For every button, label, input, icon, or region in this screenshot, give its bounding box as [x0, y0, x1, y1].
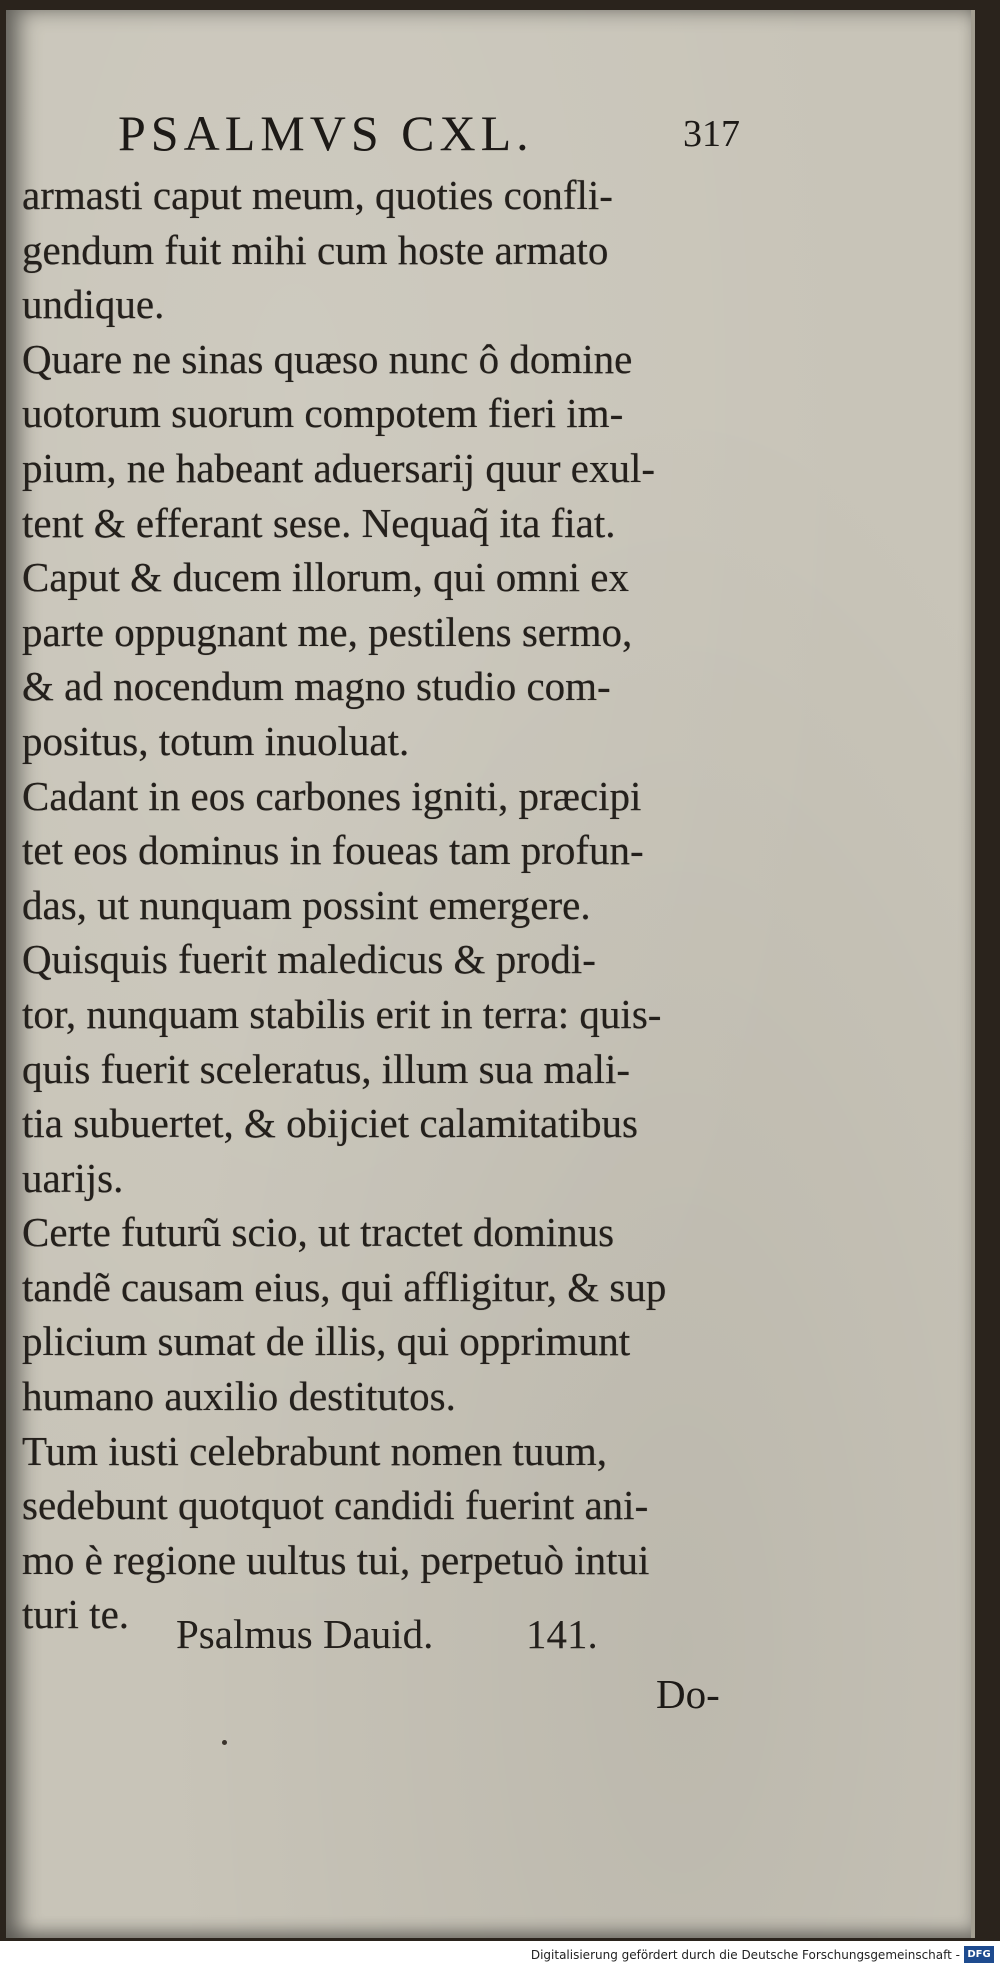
text-line: Quare ne sinas quæso nunc ô domine: [22, 335, 633, 382]
page-header: [118, 104, 738, 174]
text-line: quis fuerit sceleratus, illum sua mali-: [22, 1045, 631, 1092]
psalm-heading: [176, 1610, 636, 1670]
text-line: mo è regione uultus tui, perpetuò intui: [22, 1536, 650, 1583]
text-line: Tum iusti celebrabunt nomen tuum,: [22, 1427, 607, 1474]
ink-speck: [222, 1740, 227, 1745]
text-line: turi te.: [22, 1591, 130, 1638]
text-line: & ad nocendum magno studio com-: [22, 663, 611, 710]
text-line: Caput & ducem illorum, qui omni ex: [22, 554, 629, 601]
text-line: parte oppugnant me, pestilens sermo,: [22, 608, 633, 655]
text-line: uotorum suorum compotem fieri im-: [22, 390, 624, 437]
text-line: Cadant in eos carbones igniti, præcipi: [22, 772, 642, 819]
text-line: gendum fuit mihi cum hoste armato: [22, 226, 609, 273]
dfg-logo-icon: DFG: [964, 1946, 994, 1963]
text-line: undique.: [22, 281, 165, 328]
psalm-name: Psalmus Dauid.: [176, 1611, 434, 1657]
running-title: PSALMVS CXL.: [118, 105, 534, 161]
digitization-footer: [0, 1941, 1000, 1971]
text-line: Quisquis fuerit maledicus & prodi-: [22, 936, 596, 983]
text-line: Certe futurũ scio, ut tractet dominus: [22, 1209, 615, 1256]
text-line: plicium sumat de illis, qui opprimunt: [22, 1318, 631, 1365]
text-line: tent & efferant sese. Nequaq̃ ita fiat.: [22, 499, 616, 546]
body-text: [22, 168, 762, 1642]
text-line: pium, ne habeant aduersarij quur exul-: [22, 444, 655, 491]
psalm-number: 141.: [526, 1611, 598, 1657]
text-line: das, ut nunquam possint emergere.: [22, 881, 591, 928]
text-line: tia subuertet, & obijciet calamitatibus: [22, 1100, 638, 1147]
book-page: [6, 10, 975, 1938]
catchword: Do-: [656, 1671, 720, 1717]
text-line: positus, totum inuoluat.: [22, 717, 410, 764]
text-line: uarijs.: [22, 1154, 124, 1201]
text-line: armasti caput meum, quoties confli-: [22, 172, 613, 218]
text-line: tet eos dominus in foueas tam profun-: [22, 827, 644, 874]
text-line: humano auxilio destitutos.: [22, 1373, 456, 1420]
text-line: tandẽ causam eius, qui affligitur, & sup: [22, 1263, 667, 1310]
page-number: 317: [683, 113, 740, 155]
text-line: tor, nunquam stabilis erit in terra: quis-: [22, 990, 662, 1037]
funding-credit: Digitalisierung gefördert durch die Deutsche Forschungsgemeinschaft -: [530, 1948, 960, 1962]
text-line: sedebunt quotquot candidi fuerint ani-: [22, 1482, 649, 1529]
